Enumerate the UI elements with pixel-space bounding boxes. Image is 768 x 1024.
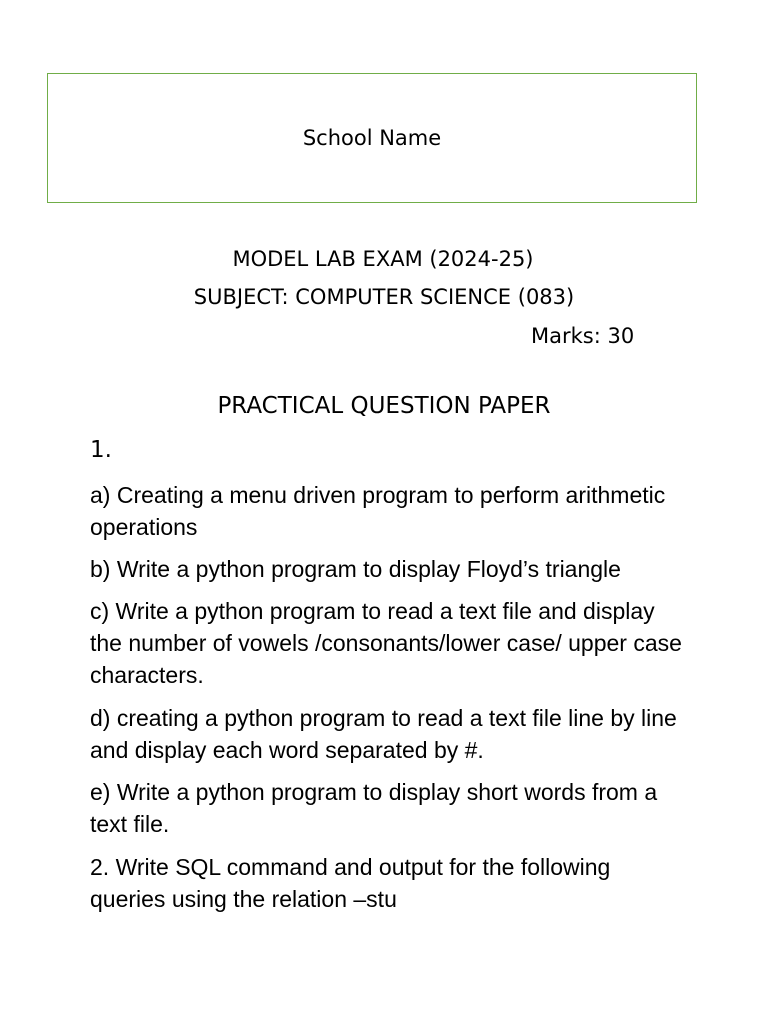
paper-title: PRACTICAL QUESTION PAPER bbox=[217, 393, 551, 419]
question-2: 2. Write SQL command and output for the following queries using the relation –stu bbox=[90, 854, 611, 912]
exam-title: MODEL LAB EXAM (2024-25) bbox=[232, 247, 534, 271]
question-1b: b) Write a python program to display Floyd’s triangle bbox=[90, 556, 621, 582]
marks-label: Marks: 30 bbox=[531, 324, 635, 348]
subject-line: SUBJECT: COMPUTER SCIENCE (083) bbox=[193, 285, 575, 309]
question-1c: c) Write a python program to read a text file and display the number of vowels /consonants/lower case/ upper case characters. bbox=[90, 598, 682, 688]
question-1a: a) Creating a menu driven program to perform arithmetic operations bbox=[90, 482, 666, 540]
school-name: School Name bbox=[302, 126, 442, 150]
question-1e: e) Write a python program to display short words from a text file. bbox=[90, 779, 658, 837]
school-name-box bbox=[47, 73, 697, 203]
question-1d: d) creating a python program to read a text file line by line and display each word separated by #. bbox=[90, 705, 677, 763]
question-1-number: 1. bbox=[90, 437, 112, 463]
